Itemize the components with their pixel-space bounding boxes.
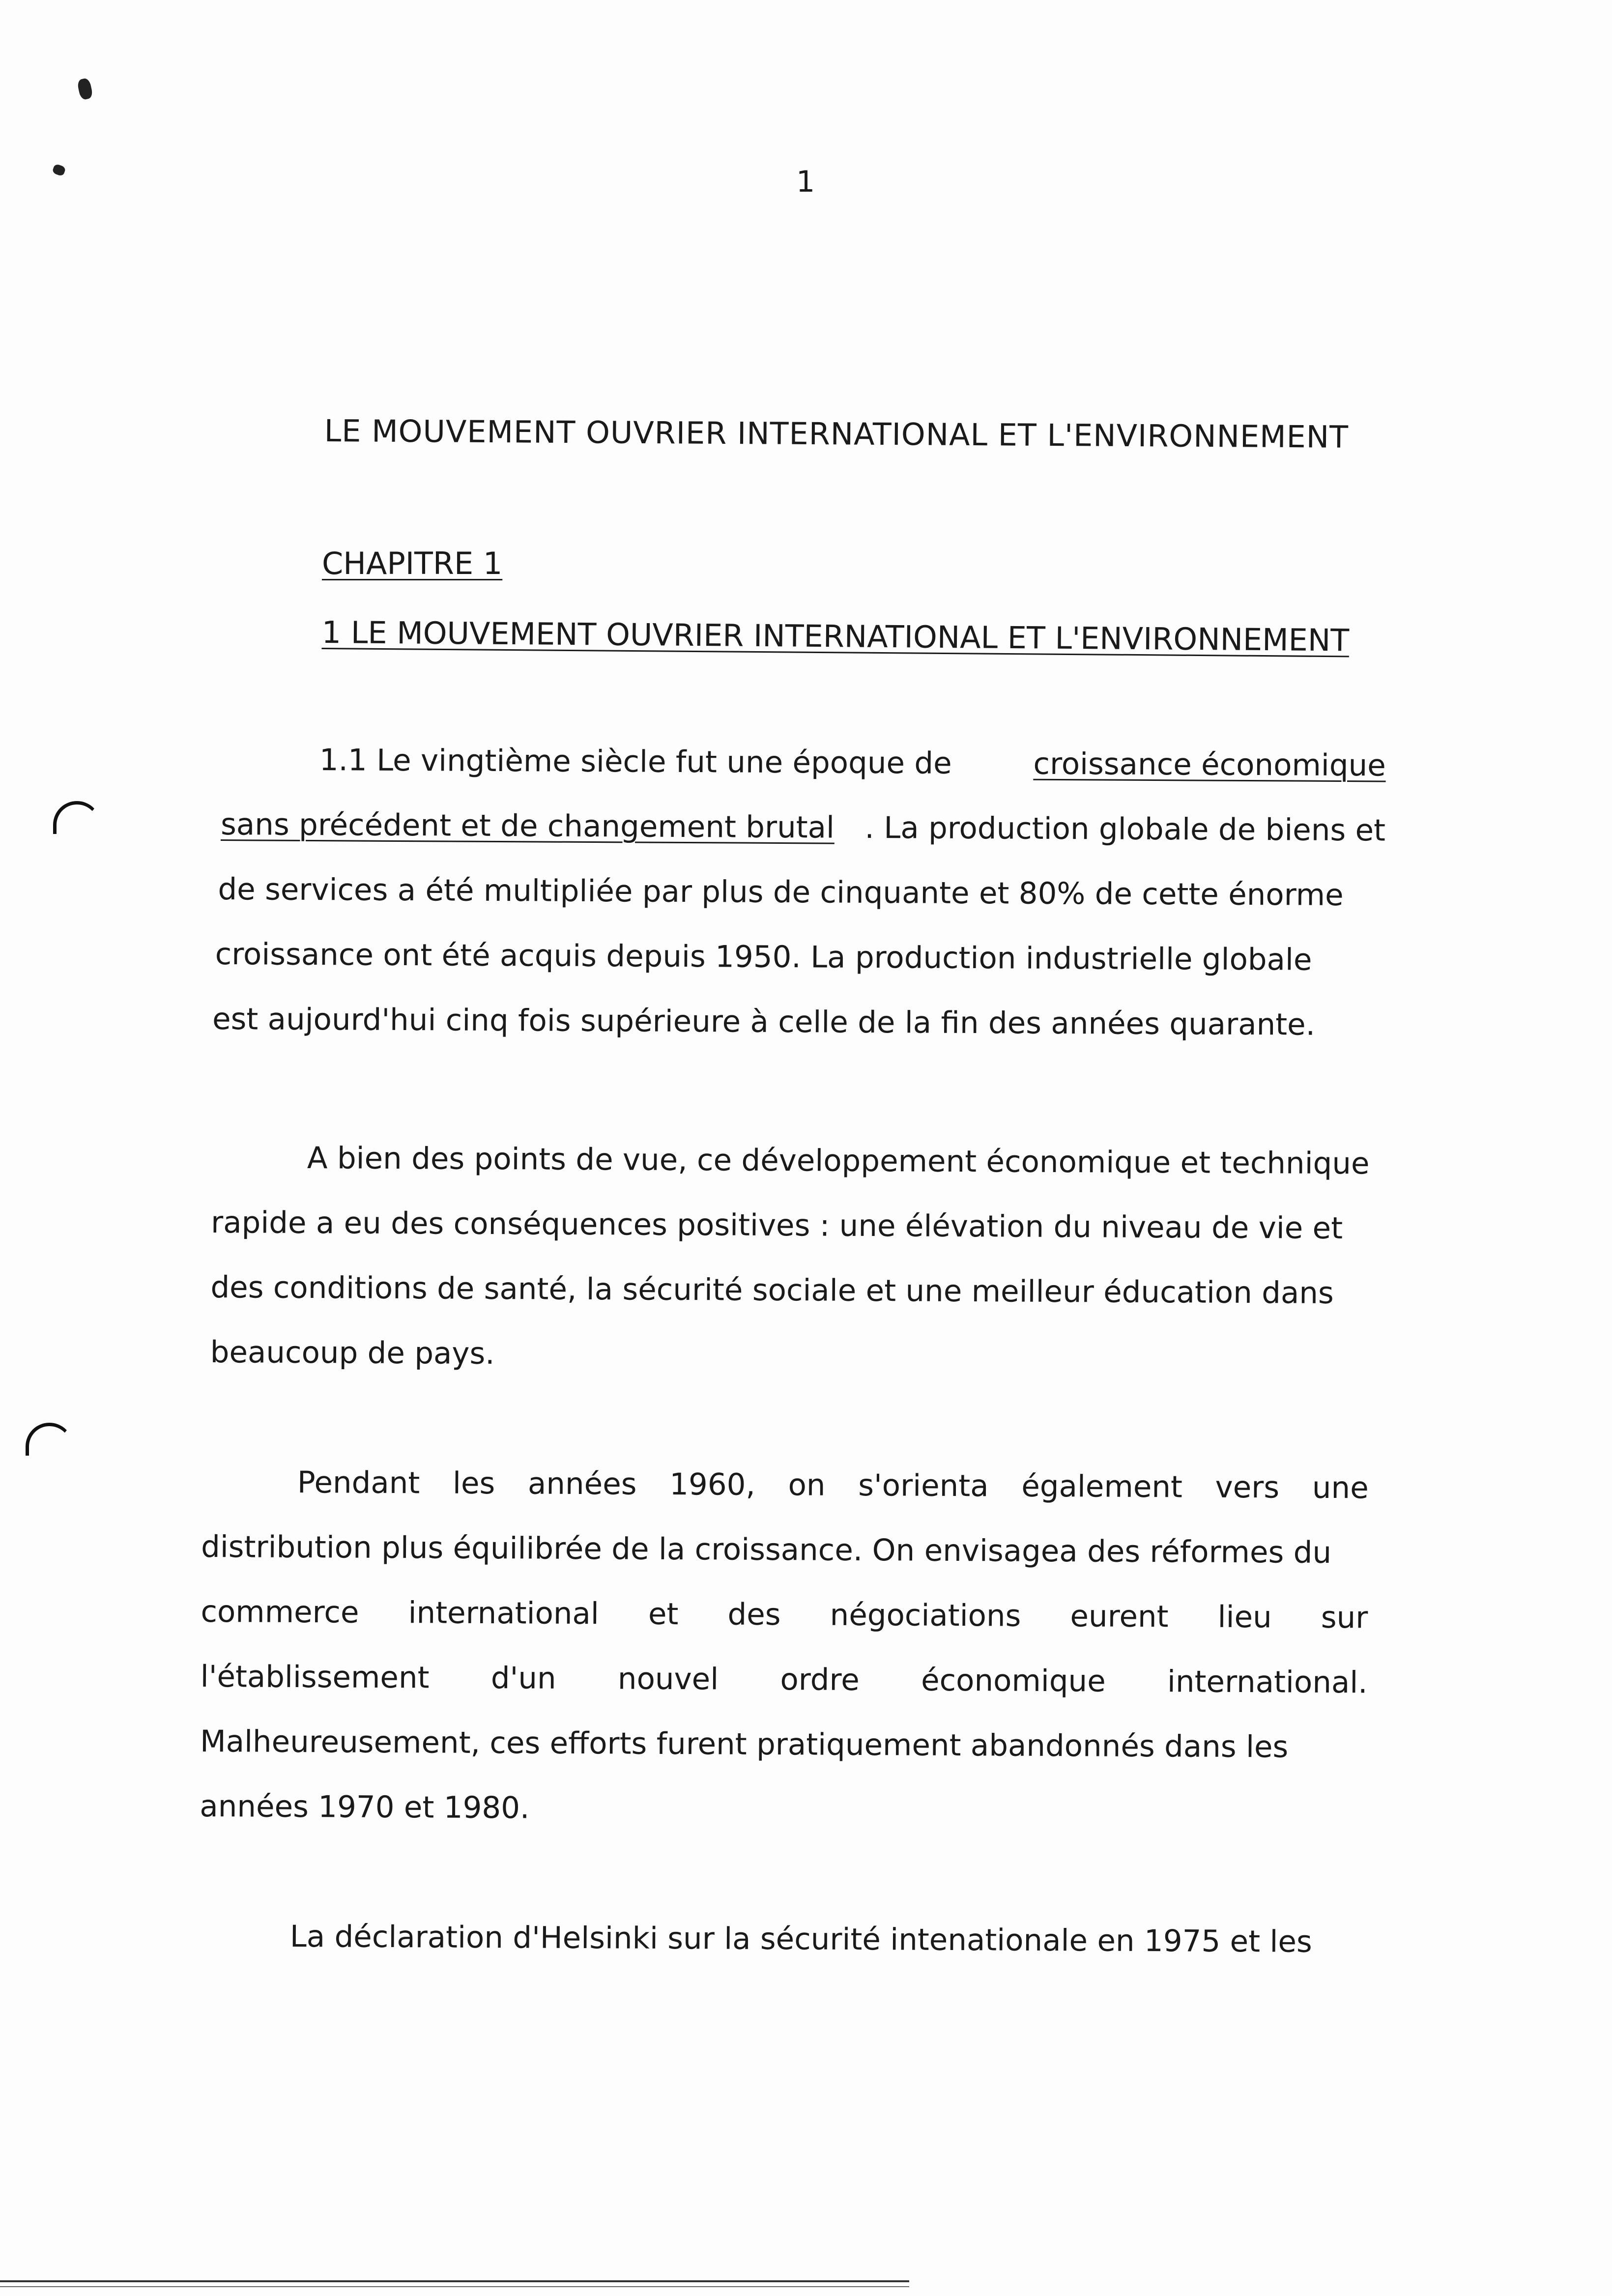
word: une [1312,1470,1369,1506]
paragraph-1-line-1-prefix: 1.1 Le vingtième siècle fut une époque de [319,743,952,781]
word: négociations [830,1597,1021,1634]
document-title: LE MOUVEMENT OUVRIER INTERNATIONAL ET L'ENVIRONNEMENT [324,413,1349,455]
paragraph-3-line-5: Malheureusement, ces efforts furent pratiquement abandonnés dans les [200,1723,1289,1765]
word: international [408,1595,600,1632]
paragraph-1 [214,742,1386,1092]
scan-mark-small [52,163,66,176]
word: d'un [490,1661,556,1696]
word: nouvel [617,1661,719,1697]
paragraph-2-line-4: beaucoup de pays. [210,1334,495,1372]
word: on [788,1467,826,1503]
word: Pendant [297,1465,420,1501]
paragraph-3 [200,1464,1376,1839]
paragraph-1-underlined-2: sans précédent et de changement brutal [220,807,835,845]
paragraph-1-line-5: est aujourd'hui cinq fois supérieure à celle de la fin des années quarante. [212,1001,1316,1042]
scan-bottom-edge-shadow [0,2286,909,2287]
page-number: 1 [796,165,815,199]
paragraph-3-line-3 [201,1594,1368,1635]
word: l'établissement [200,1659,430,1695]
word: également [1021,1468,1183,1505]
paragraph-1-line-3: de services a été multipliée par plus de cinquante et 80% de cette énorme [218,872,1344,913]
paragraph-2-line-2: rapide a eu des conséquences positives : une élévation du niveau de vie et [210,1205,1343,1246]
word: économique [921,1663,1106,1699]
paragraph-2-line-1: A bien des points de vue, ce développement économique et technique [307,1141,1370,1181]
word: 1960, [669,1466,756,1502]
paragraph-1-line-2-suffix: . La production globale de biens et [864,810,1386,848]
hole-punch-mark-1 [53,801,101,834]
chapter-heading: CHAPITRE 1 [322,545,503,581]
word: sur [1321,1600,1368,1636]
paragraph-3-line-2: distribution plus équilibrée de la croissance. On envisagea des réformes du [201,1529,1332,1571]
word: international. [1167,1664,1368,1700]
word: s'orienta [858,1467,989,1504]
word: les [452,1465,495,1501]
word: commerce [201,1594,359,1630]
word: des [727,1597,781,1633]
paragraph-1-line-1 [319,743,1386,783]
word: eurent [1070,1599,1169,1635]
paragraph-1-line-2 [221,807,1385,848]
paragraph-1-line-4: croissance ont été acquis depuis 1950. La production industrielle globale [215,936,1312,977]
paragraph-3-line-6: années 1970 et 1980. [200,1788,530,1826]
paragraph-2-line-3: des conditions de santé, la sécurité sociale et une meilleur éducation dans [210,1269,1334,1311]
word: vers [1215,1469,1280,1505]
hole-punch-mark-2 [26,1423,73,1456]
paragraph-4-line-1: La déclaration d'Helsinki sur la sécurité intenationale en 1975 et les [289,1919,1312,1959]
word: ordre [780,1662,860,1698]
scan-mark-top [77,78,93,100]
paragraph-3-line-1 [297,1465,1369,1505]
paragraph-2 [210,1140,1381,1392]
word: et [648,1596,679,1632]
paragraph-1-underlined-1: croissance économique [1033,746,1386,783]
chapter-subtitle: 1 LE MOUVEMENT OUVRIER INTERNATIONAL ET L'ENVIRONNEMENT [321,614,1350,659]
scan-bottom-edge [0,2280,909,2282]
paragraph-3-line-4 [201,1659,1368,1700]
word: années [527,1466,637,1502]
word: lieu [1217,1599,1272,1635]
